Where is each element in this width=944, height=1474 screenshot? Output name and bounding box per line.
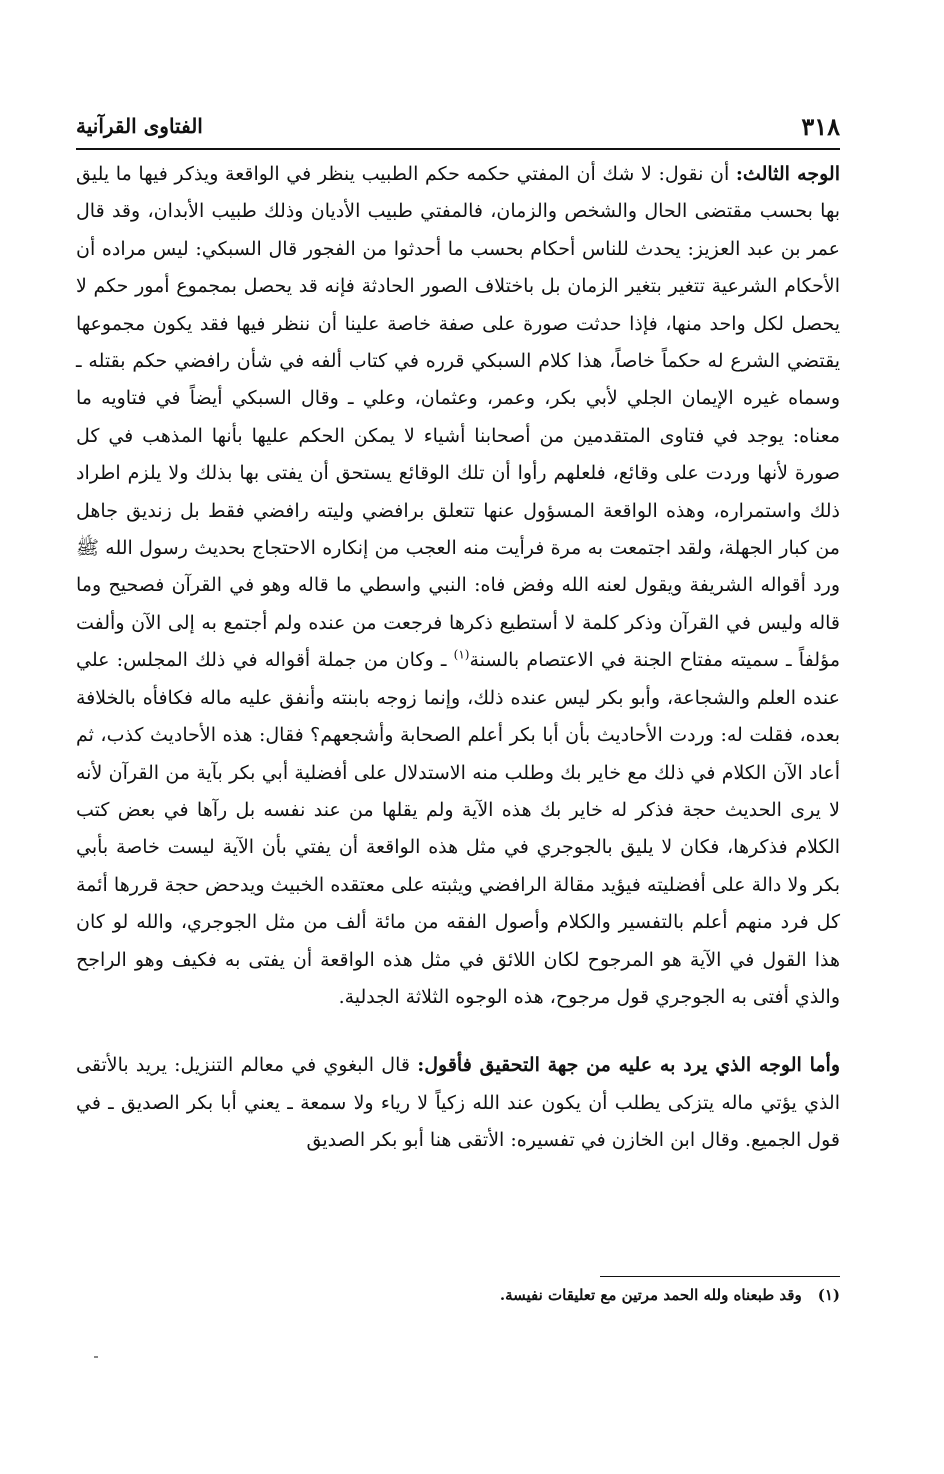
footnote-text: وقد طبعناه ولله الحمد مرتين مع تعليقات نفيسة. [499, 1286, 802, 1304]
paragraph-text-continued: ـ وكان من جملة أقواله في ذلك المجلس: علي عنده العلم والشجاعة، وأبو بكر ليس عنده ذلك، وإنما زوجه بابنته وأنفق عليه ماله فكافأه بالخلافة بعده، فقلت له: وردت الأحاديث بأن أبا بكر أعلم الصحابة وأشجعهم؟ فقال: هذه الأحاديث كذب، ثم أعاد الآن الكلام في ذلك مع خاير بك وطلب منه الاستدلال على أفضلية أبي بكر بآية من القرآن لأنه لا يرى الحديث حجة فذكر له خاير بك هذه الآية ولم يقلها من عند نفسه بل رآها في بعض كتب الكلام فذكرها، فكان لا يليق بالجوجري في مثل هذه الواقعة أن يفتي بأن الآية ليست خاصة بأبي بكر ولا دالة على أفضليته فيؤيد مقالة الرافضي ويثبته على معتقده الخبيث ويدحض حجة قررها أئمة كل فرد منهم أعلم بالتفسير والكلام وأصول الفقه من مائة ألف من مثل الجوجري، والله لو كان هذا القول في الآية هو المرجوح لكان اللائق في مثل هذه الواقعة أن يفتى به فكيف وهو الراجح والذي أفتى به الجوجري قول مرجوح، هذه الوجوه الثلاثة الجدلية. [76, 649, 840, 1008]
page-header [76, 112, 840, 146]
footnote-reference: (١) [453, 647, 470, 662]
footnote [76, 1282, 840, 1308]
paragraph-third-aspect [76, 156, 840, 1016]
header-rule [76, 148, 840, 150]
scan-speck [94, 1356, 98, 1358]
paragraph-lead: وأما الوجه الذي يرد به عليه من جهة التحقيق فأقول: [417, 1054, 840, 1077]
paragraph-text: قال البغوي في معالم التنزيل: يريد بالأتقى الذي يؤتي ماله يتزكى يطلب أن يكون عند الله زكياً لا رياء ولا سمعة ـ يعني أبا بكر الصديق ـ في قول الجميع. وقال ابن الخازن في تفسيره: الأتقى هنا أبو بكر الصديق [76, 1054, 840, 1152]
page-number: ٣١٨ [801, 112, 840, 141]
footnote-marker: (١) [817, 1286, 840, 1304]
running-title: الفتاوى القرآنية [76, 114, 203, 138]
body-text [76, 156, 840, 1160]
paragraph-text: أن نقول: لا شك أن المفتي حكمه حكم الطبيب ينظر في الواقعة ويذكر فيها ما يليق بها بحسب مقتضى الحال والشخص والزمان، فالمفتي طبيب الأديان وذلك طبيب الأبدان، وقد قال عمر بن عبد العزيز: يحدث للناس أحكام بحسب ما أحدثوا من الفجور قال السبكي: ليس مراده أن الأحكام الشرعية تتغير بتغير الزمان بل باختلاف الصور الحادثة فإنه قد يحصل بمجموع أمور حكم لا يحصل لكل واحد منها، فإذا حدثت صورة على صفة خاصة علينا أن ننظر فيها فقد يكون مجموعها يقتضي الشرع له حكماً خاصاً، هذا كلام السبكي قرره في كتاب ألفه في شأن رافضي حكم بقتله ـ وسماه غيره الإيمان الجلي لأبي بكر، وعمر، وعثمان، وعلي ـ وقال السبكي أيضاً في فتاويه ما معناه: يوجد في فتاوى المتقدمين من أصحابنا أشياء لا يمكن الحكم عليها بأنها المذهب في كل صورة لأنها وردت على وقائع، فلعلهم رأوا أن تلك الوقائع يستحق أن يفتى بها بذلك ولا يلزم اطراد ذلك واستمراره، وهذه الواقعة المسؤول عنها تتعلق برافضي وليته رافضي فقط بل زنديق جاهل من كبار الجهلة، ولقد اجتمعت به مرة فرأيت منه العجب من إنكاره الاحتجاج بحديث رسول الله ﷺ ورد أقواله الشريفة ويقول لعنه الله وفض فاه: النبي واسطي ما قاله وهو في القرآن فصحيح وما قاله وليس في القرآن وذكر كلمة لا أستطيع ذكرها فرجعت من عنده ولم أجتمع به إلى الآن وألفت مؤلفاً ـ سميته مفتاح الجنة في الاعتصام بالسنة [76, 163, 841, 672]
footnote-rule [600, 1276, 840, 1277]
paragraph-verification [76, 1047, 840, 1159]
paragraph-lead: الوجه الثالث: [735, 163, 840, 185]
